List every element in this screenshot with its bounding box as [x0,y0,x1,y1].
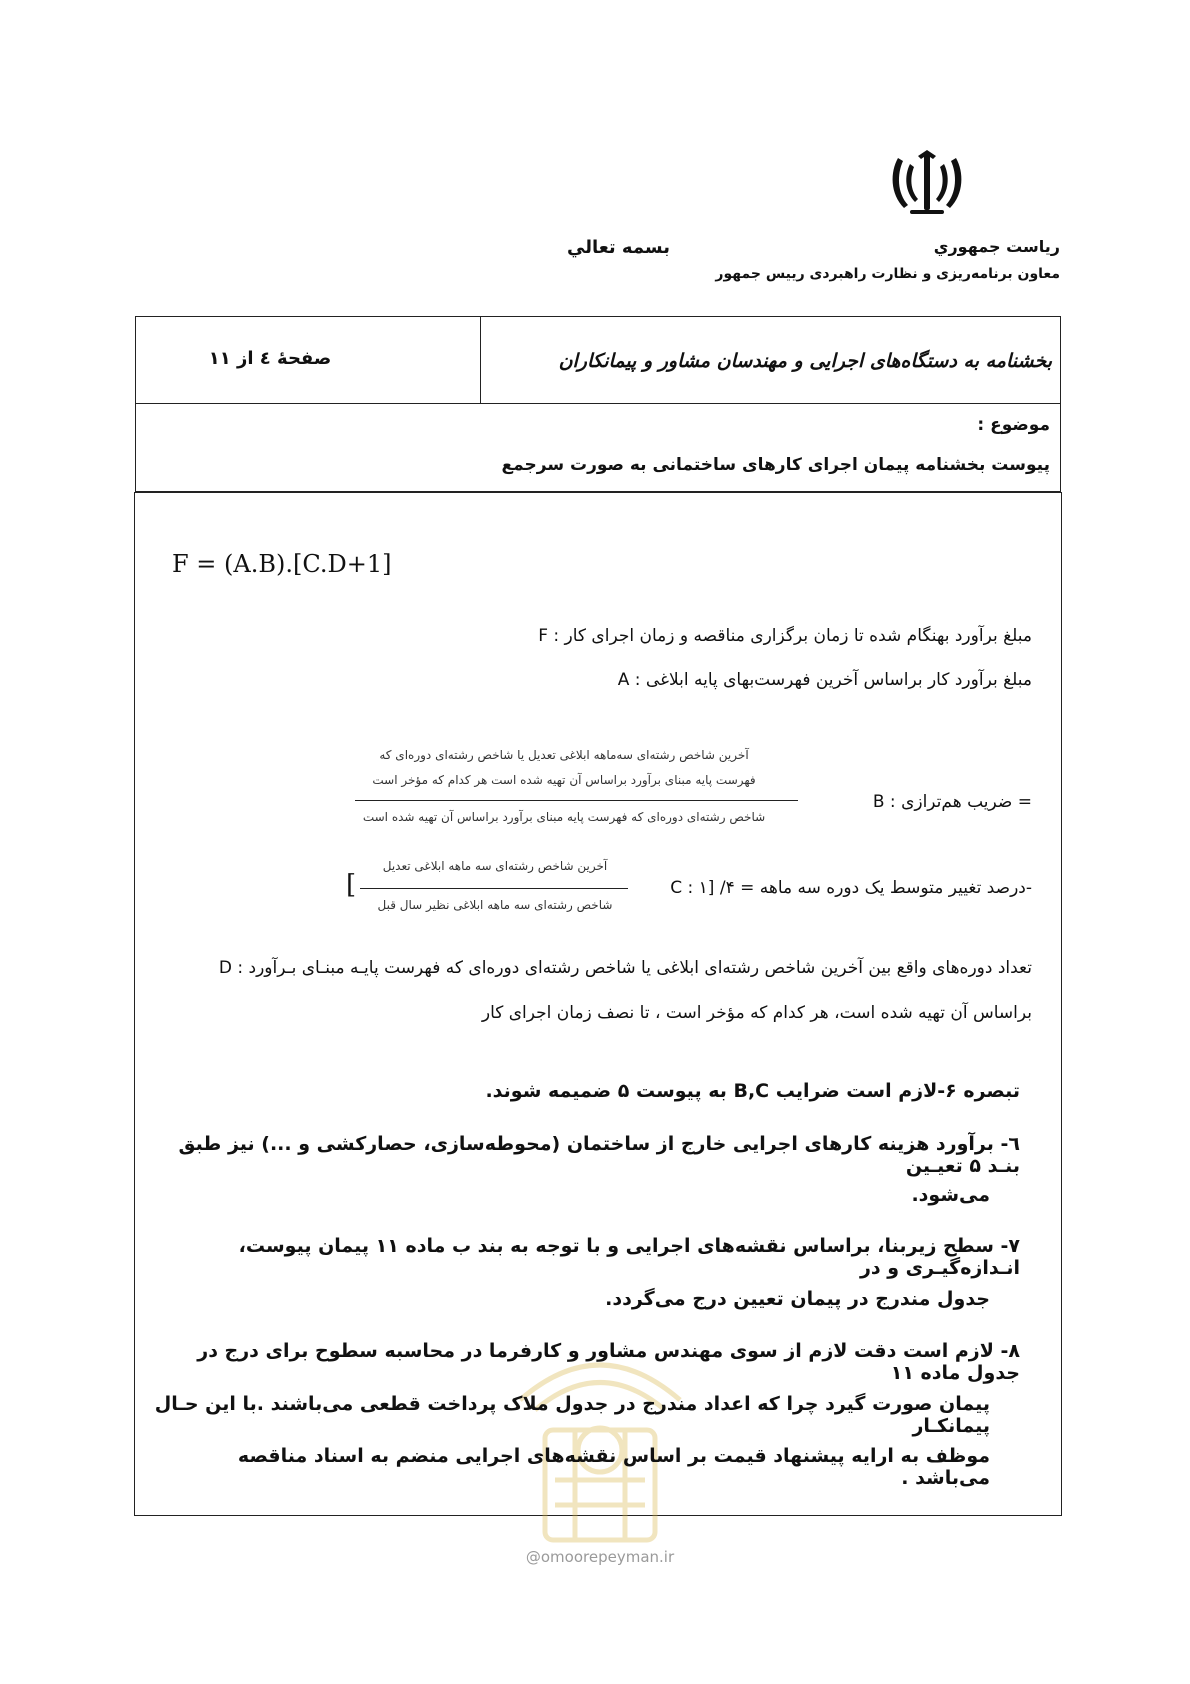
subject-text: پیوست بخشنامه پیمان اجرای کارهای ساختمانی به صورت سرجمع [501,455,1050,475]
item-8-line-1: ۸- لازم است دقت لازم از سوی مهندس مشاور و کارفرما در محاسبه سطوح برای درج در جدول ماده ۱۱ [197,1340,1020,1384]
definition-f: F : مبلغ برآورد بهنگام شده تا زمان برگزاری مناقصه و زمان اجرای کار [538,626,1032,646]
b-numerator-line-2: فهرست پایه مبنای برآورد براساس آن تهیه شده است هر کدام که مؤخر است [372,773,756,787]
b-numerator-line-1: آخرین شاخص رشته‌ای سه‌ماهه ابلاغی تعدیل یا شاخص رشته‌ای دوره‌ای که [379,748,749,762]
subject-label: موضوع : [977,415,1050,435]
b-fraction-bar [355,800,798,801]
b-denominator: شاخص رشته‌ای دوره‌ای که فهرست پایه مبنای برآورد براساس آن تهیه شده است [362,810,766,824]
definition-b-label: B : ضریب هم‌ترازی = [872,792,1032,812]
c-denominator: شاخص رشته‌ای سه ماهه ابلاغی نظیر سال قبل [377,898,613,912]
presidency-label: رياست جمهوري [933,237,1060,256]
watermark-text: @omoorepeyman.ir [525,1548,675,1566]
c-numerator: آخرین شاخص رشته‌ای سه ماهه ابلاغی تعدیل [382,859,608,873]
item-8-line-2: پیمان صورت گیرد چرا که اعداد مندرج در جدول ملاک پرداخت قطعی می‌باشند .با این حـال پیمانکـار [154,1393,990,1437]
item-6-line-2: می‌شود. [911,1184,990,1206]
item-7-line-2: جدول مندرج در پیمان تعیین درج می‌گردد. [605,1288,990,1310]
page-number: صفحهٔ ٤ از ١١ [208,348,332,369]
definition-d-line-2: براساس آن تهیه شده است، هر کدام که مؤخر است ، تا نصف زمان اجرای کار [481,1003,1032,1023]
iran-emblem-icon [888,150,966,216]
definition-a: A : مبلغ برآورد کار براساس آخرین فهرست‌بهای پایه ابلاغی [617,670,1032,690]
definition-d-line-1: D : تعداد دوره‌های واقع بین آخرین شاخص رشته‌ای ابلاغی یا شاخص رشته‌ای دوره‌ای که فهرست پایـه مبنـای بـرآورد [218,958,1032,978]
item-6-line-1: ٦- برآورد هزینه کارهای اجرایی خارج از ساختمان (محوطه‌سازی، حصارکشی و ...) نیز طبق بنـد ۵ تعیـین [178,1133,1020,1177]
title-box-divider [480,316,481,404]
item-8-line-3: موظف به ارایه پیشنهاد قیمت بر اساس نقشه‌های اجرایی منضم به اسناد مناقصه می‌باشد . [237,1445,990,1489]
definition-c-label: C : درصد تغییر متوسط یک دوره سه ماهه = ۴/ [۱- [670,878,1032,898]
circular-title: بخشنامه به دستگاه‌های اجرایی و مهندسان مشاور و پیمانکاران [558,350,1052,372]
c-closing-bracket: [ [346,870,357,900]
bismillah-heading: بسمه تعالي [567,237,670,258]
deputy-label: معاون برنامه‌ریزی و نظارت راهبردی رییس جمهور [715,266,1060,282]
formula: F = (A.B).[C.D+1] [172,550,392,578]
note-6: تبصره ۶-لازم است ضرایب B,C به پیوست ۵ ضمیمه شوند. [485,1080,1020,1102]
item-7-line-1: ۷- سطح زیربنا، براساس نقشه‌های اجرایی و با توجه به بند ب ماده ۱۱ پیمان پیوست، انـدازه‌گیـری و در [238,1235,1020,1279]
c-fraction-bar [360,888,628,889]
